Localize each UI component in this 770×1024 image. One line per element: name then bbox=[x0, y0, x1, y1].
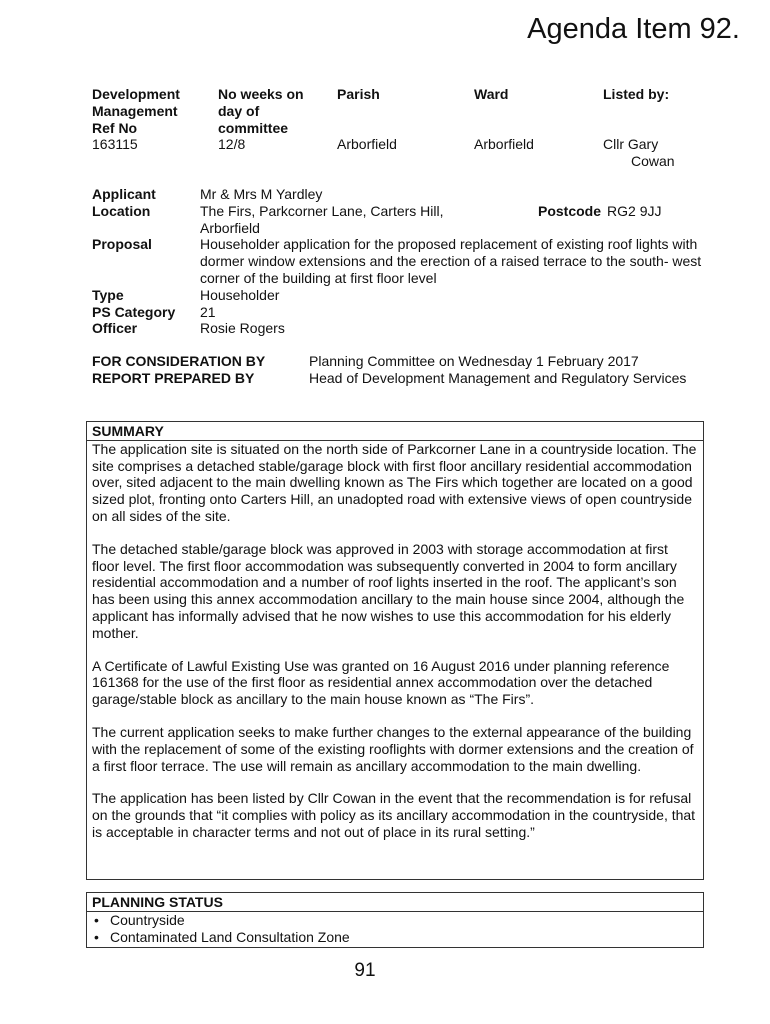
ref-no-column bbox=[92, 86, 212, 153]
planning-status-box bbox=[86, 892, 704, 948]
location-label: Location bbox=[92, 202, 151, 219]
summary-box bbox=[86, 421, 704, 880]
postcode bbox=[538, 203, 661, 220]
officer-label: Officer bbox=[92, 320, 138, 337]
summary-paragraph: The current application seeks to make further changes to the external appearance of the building with the replacement of some of the existing rooflights with dormer extensions and the creation of a first floor terrace. The use will remain as ancillary accommodation to the main dwelling. bbox=[92, 723, 694, 774]
summary-paragraph: The application has been listed by Cllr Cowan in the event that the recommendation is for refusal on the grounds that “it complies with policy as its ancillary accommodation in the countryside, that is acceptable in character terms and not out of place in its rural setting.” bbox=[92, 790, 696, 840]
postcode-value: RG2 9JJ bbox=[607, 203, 662, 219]
weeks-column bbox=[218, 86, 328, 153]
application-details bbox=[92, 186, 702, 337]
applicant-label: Applicant bbox=[92, 186, 156, 202]
report-prepared-value: Head of Development Management and Regulatory Services bbox=[309, 369, 687, 386]
type-label: Type bbox=[92, 286, 124, 303]
summary-paragraph: A Certificate of Lawful Existing Use was granted on 16 August 2016 under planning reference 161368 for the use of the first floor as residential annex accommodation over the detached garage/stable block as ancillary to the main house known as “The Firs”. bbox=[92, 657, 670, 708]
listed-by-value-line-1: Cllr Gary bbox=[603, 136, 659, 153]
proposal-value: Householder application for the proposed replacement of existing roof lights with dormer window extensions and the erection of a raised terrace to the south- west corner of the building at first floor level bbox=[200, 236, 702, 286]
weeks-header-line-2: day of bbox=[218, 102, 260, 119]
location-value-line-2: Arborfield bbox=[200, 219, 260, 236]
page-number: 91 bbox=[354, 960, 376, 981]
planning-status-title: PLANNING STATUS bbox=[87, 893, 703, 912]
for-consideration-value: Planning Committee on Wednesday 1 February 2017 bbox=[309, 353, 639, 369]
applicant-value: Mr & Mrs M Yardley bbox=[200, 186, 323, 202]
agenda-item-title: Agenda Item 92. bbox=[527, 13, 740, 45]
parish-value: Arborfield bbox=[337, 136, 397, 153]
planning-status-list bbox=[87, 912, 703, 946]
postcode-label: Postcode bbox=[538, 203, 602, 219]
for-consideration-label: FOR CONSIDERATION BY bbox=[92, 353, 266, 369]
weeks-header-line-1: No weeks on bbox=[218, 86, 304, 102]
ps-category-value: 21 bbox=[200, 303, 216, 320]
ward-value: Arborfield bbox=[474, 136, 534, 153]
parish-column bbox=[337, 86, 457, 153]
summary-body bbox=[87, 441, 703, 841]
location-value-line-1: The Firs, Parkcorner Lane, Carters Hill, bbox=[200, 202, 444, 219]
type-value: Householder bbox=[200, 286, 280, 303]
officer-value: Rosie Rogers bbox=[200, 320, 285, 337]
report-prepared-label: REPORT PREPARED BY bbox=[92, 369, 255, 386]
ward-header: Ward bbox=[474, 86, 509, 102]
ref-no-header-line-3: Ref No bbox=[92, 119, 138, 136]
ref-no-header-line-1: Development bbox=[92, 86, 180, 102]
consideration-section bbox=[92, 353, 702, 387]
summary-paragraph: The application site is situated on the north side of Parkcorner Lane in a countryside location. The site comprises a detached stable/garage block with first floor ancillary residential accommodation over, sited adjacent to the main dwelling known as The Firs which together are located on a good sized plot, fronting onto Carters Hill, an unadopted road with extensive views of open countryside on all sides of the site. bbox=[92, 440, 697, 524]
parish-header: Parish bbox=[337, 86, 380, 102]
list-item: • Contaminated Land Consultation Zone bbox=[92, 929, 698, 946]
listed-by-header: Listed by: bbox=[603, 86, 670, 102]
ward-column bbox=[474, 86, 584, 153]
summary-paragraph: The detached stable/garage block was approved in 2003 with storage accommodation at first floor level. The first floor accommodation was subsequently converted in 2004 to form ancillary residential accommodation and a number of roof lights inserted in the roof. The applicant’s son has been using this annex accommodation ancillary to the main house since 2004, although the applicant has informally advised that he now wishes to use this accommodation for his elderly mother. bbox=[92, 540, 685, 641]
weeks-value: 12/8 bbox=[218, 136, 246, 153]
list-item: • Countryside bbox=[92, 912, 698, 929]
ref-no-header-line-2: Management bbox=[92, 102, 178, 119]
summary-title: SUMMARY bbox=[87, 422, 703, 441]
proposal-label: Proposal bbox=[92, 236, 152, 253]
weeks-header-line-3: committee bbox=[218, 119, 289, 136]
ps-category-label: PS Category bbox=[92, 303, 176, 320]
listed-by-value-line-2: Cowan bbox=[631, 153, 675, 170]
listed-by-column bbox=[603, 86, 713, 170]
ref-no-value: 163115 bbox=[92, 136, 138, 153]
